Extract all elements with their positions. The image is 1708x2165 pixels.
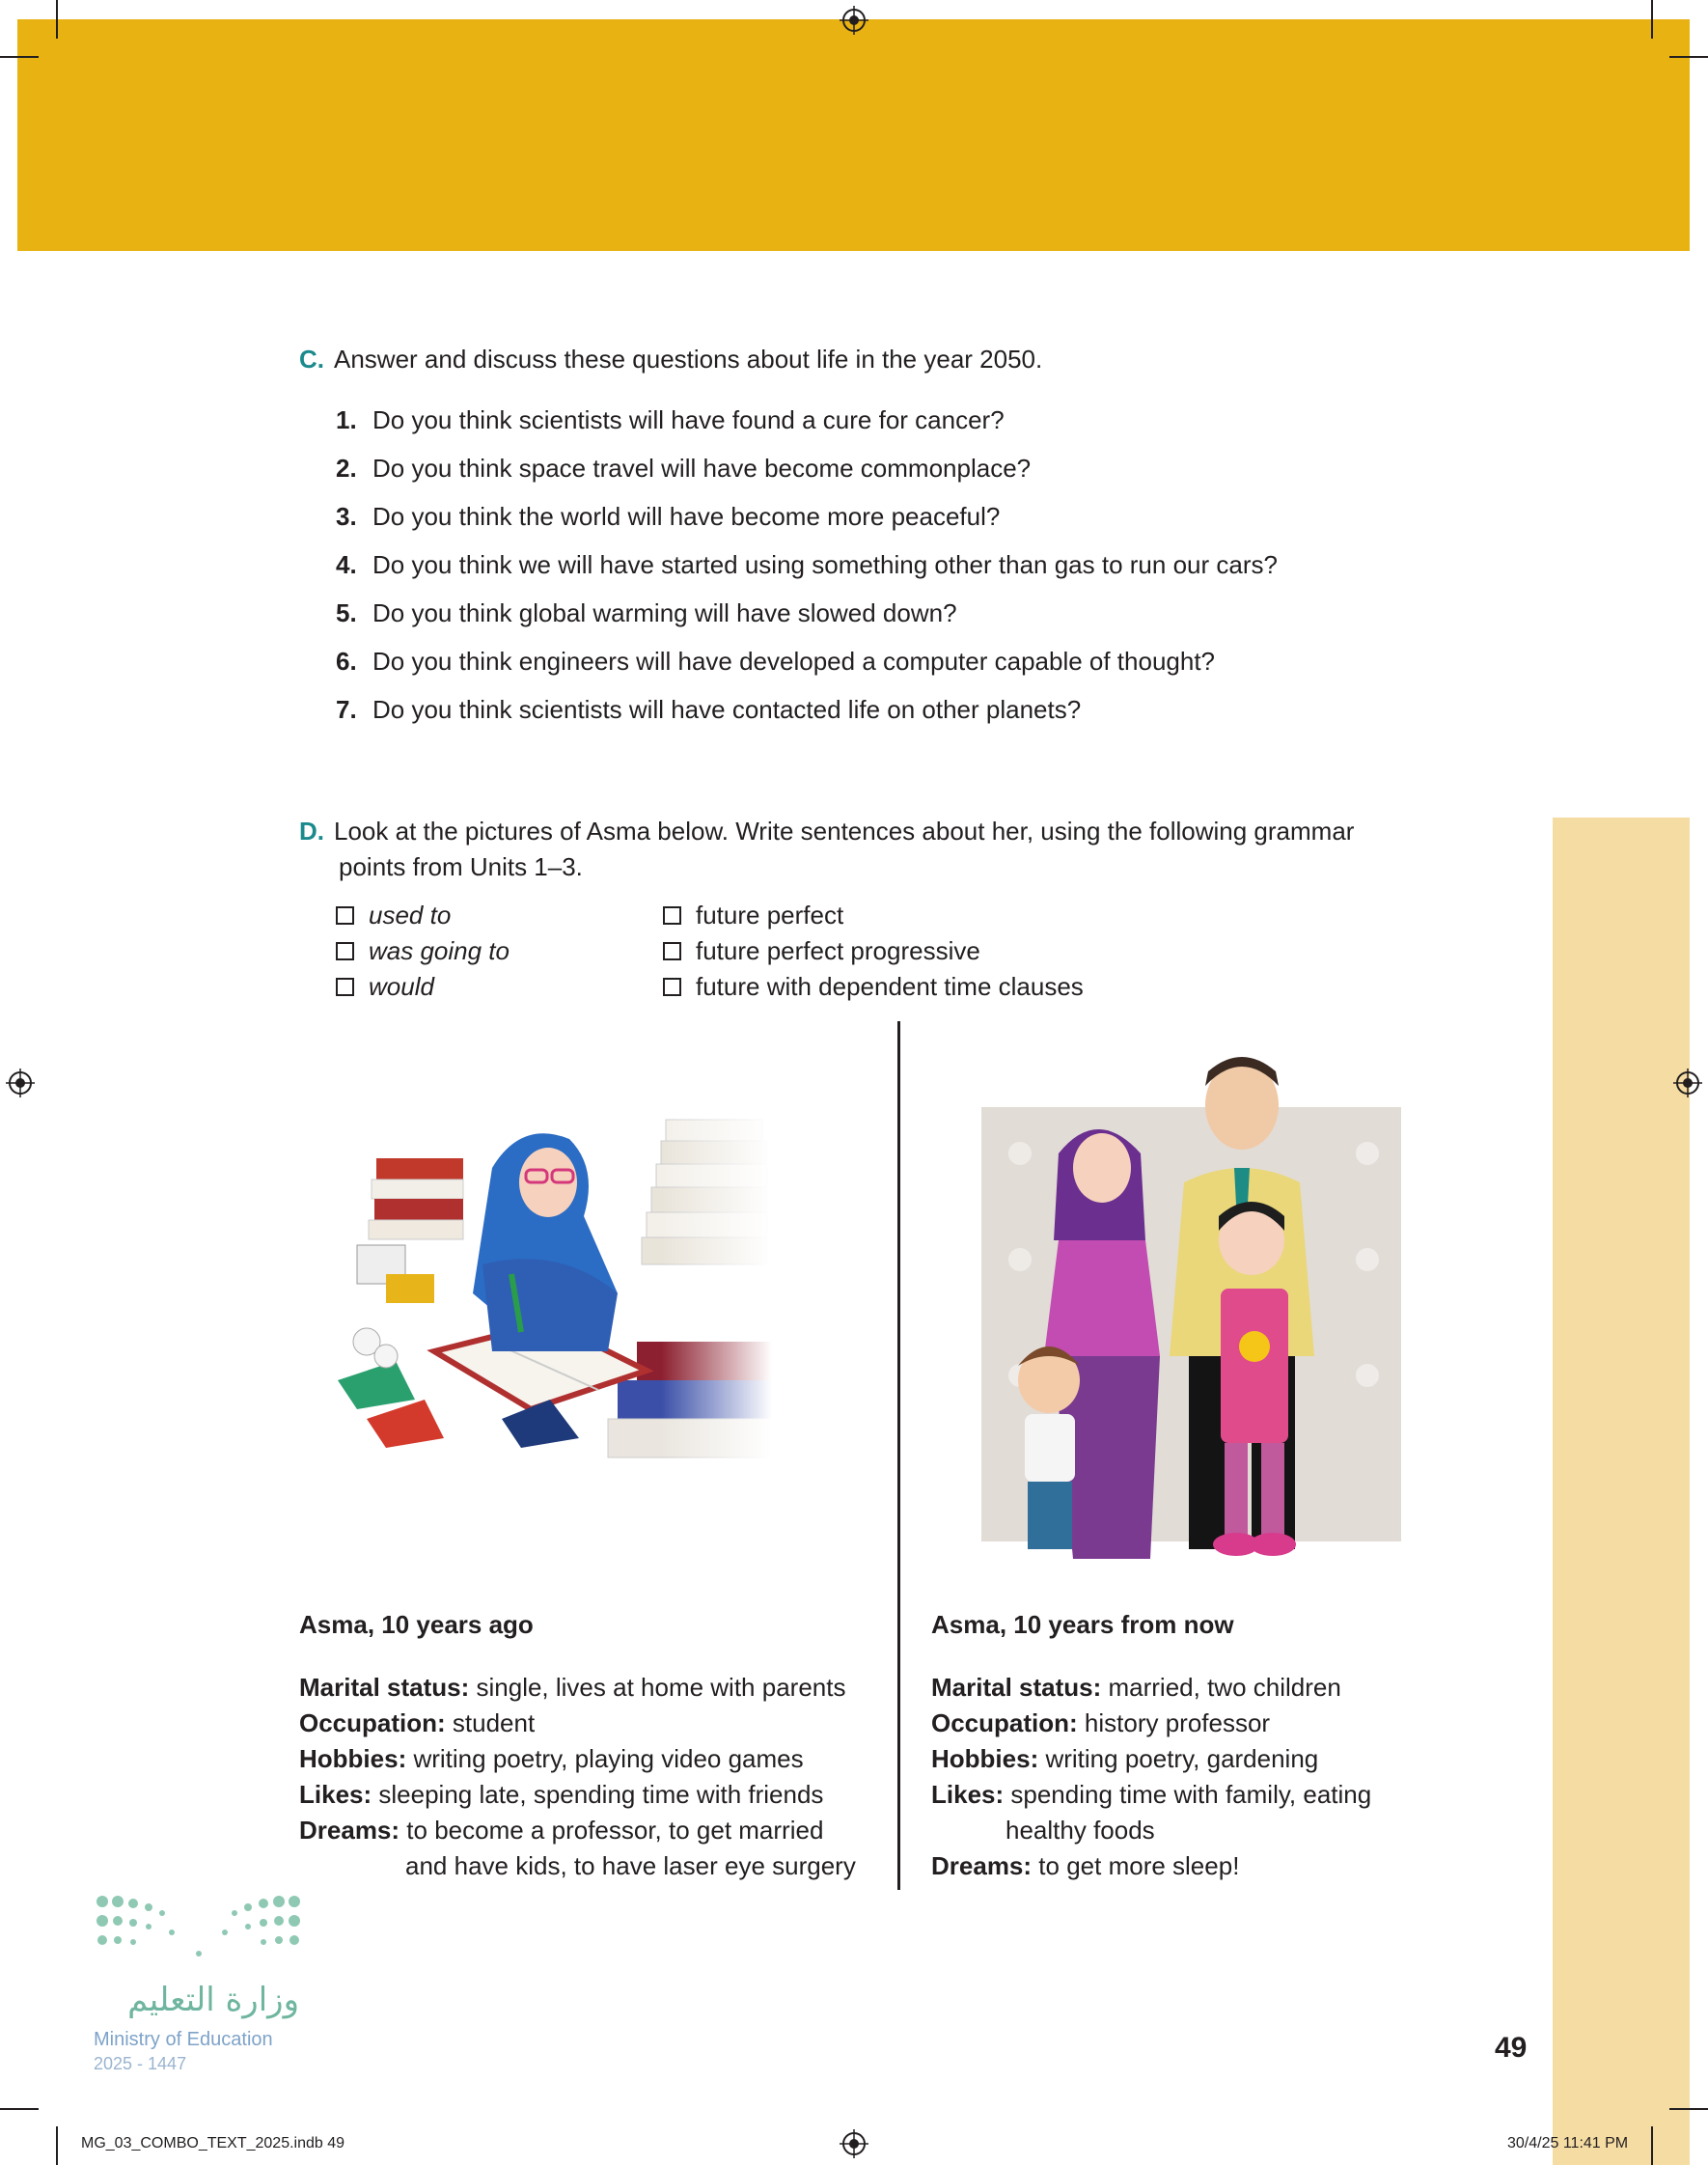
checklist-item[interactable]	[663, 969, 1084, 1005]
field-label: Occupation:	[299, 1708, 446, 1737]
profile-line	[931, 1777, 1510, 1813]
profile-future	[931, 1607, 1510, 1884]
profile-line	[931, 1706, 1510, 1741]
checklist-label: used to	[369, 901, 452, 930]
question-text: Do you think engineers will have developed a computer capable of thought?	[372, 647, 1216, 676]
list-item	[336, 403, 1278, 452]
crop-mark	[1669, 2108, 1708, 2110]
profile-line	[931, 1741, 1510, 1777]
registration-mark-icon	[840, 6, 868, 35]
field-value: writing poetry, playing video games	[413, 1744, 804, 1773]
ministry-logo-arabic: وزارة التعليم	[127, 1981, 299, 2019]
profile-title: Asma, 10 years ago	[299, 1610, 534, 1639]
question-text: Do you think space travel will have become commonplace?	[372, 454, 1032, 483]
field-label: Hobbies:	[931, 1744, 1039, 1773]
section-letter: C.	[299, 345, 324, 374]
profile-line	[931, 1848, 1510, 1884]
crop-mark	[56, 2126, 58, 2165]
field-label: Marital status:	[931, 1673, 1102, 1702]
illustration-asma-student	[328, 1100, 772, 1506]
checkbox[interactable]	[336, 978, 354, 996]
profile-line	[299, 1706, 868, 1741]
field-value: married, two children	[1108, 1673, 1341, 1702]
field-value: writing poetry, gardening	[1045, 1744, 1319, 1773]
section-instruction-cont: points from Units 1–3.	[339, 852, 583, 881]
section-d-heading	[299, 815, 1409, 883]
field-value-cont: healthy foods	[1006, 1816, 1155, 1845]
profile-title: Asma, 10 years from now	[931, 1610, 1234, 1639]
profile-line	[931, 1670, 1510, 1706]
crop-mark	[1651, 0, 1653, 39]
checklist-item[interactable]	[336, 969, 510, 1005]
footer-timestamp: 30/4/25 11:41 PM	[1507, 2135, 1629, 2151]
page-number: 49	[1495, 2032, 1528, 2064]
question-number: 1.	[336, 405, 357, 434]
checklist-item[interactable]	[336, 933, 510, 969]
field-value: history professor	[1084, 1708, 1271, 1737]
field-value: to get more sleep!	[1038, 1851, 1240, 1880]
checkbox[interactable]	[663, 906, 681, 925]
checklist-label: was going to	[369, 936, 510, 965]
profile-line	[299, 1777, 868, 1813]
question-number: 7.	[336, 695, 357, 724]
field-label: Likes:	[299, 1780, 372, 1809]
profile-line	[299, 1741, 868, 1777]
list-item	[336, 548, 1278, 597]
field-value: single, lives at home with parents	[476, 1673, 846, 1702]
crop-mark	[56, 0, 58, 39]
section-instruction: Answer and discuss these questions about life in the year 2050.	[334, 345, 1043, 374]
crop-mark	[0, 2108, 39, 2110]
question-text: Do you think global warming will have slowed down?	[372, 598, 957, 627]
field-value: spending time with family, eating	[1010, 1780, 1372, 1809]
list-item	[336, 693, 1278, 741]
checklist-right	[663, 898, 1084, 1005]
question-text: Do you think the world will have become more peaceful?	[372, 502, 1001, 531]
question-text: Do you think we will have started using something other than gas to run our cars?	[372, 550, 1278, 579]
field-value: to become a professor, to get married	[406, 1816, 824, 1845]
question-number: 6.	[336, 647, 357, 676]
checklist-label: would	[369, 972, 434, 1001]
question-number: 4.	[336, 550, 357, 579]
section-letter: D.	[299, 817, 324, 846]
list-item	[336, 645, 1278, 693]
question-text: Do you think scientists will have contacted life on other planets?	[372, 695, 1082, 724]
profile-line	[299, 1670, 868, 1706]
checklist-item[interactable]	[336, 898, 510, 933]
checklist-item[interactable]	[663, 933, 1084, 969]
checkbox[interactable]	[336, 942, 354, 960]
field-value-cont: and have kids, to have laser eye surgery	[405, 1851, 856, 1880]
checklist-left	[336, 898, 510, 1005]
list-item	[336, 452, 1278, 500]
registration-mark-icon	[6, 1069, 35, 1097]
crop-mark	[0, 56, 39, 58]
ministry-logo-english: Ministry of Education	[94, 2029, 273, 2050]
list-item	[336, 500, 1278, 548]
field-label: Marital status:	[299, 1673, 470, 1702]
crop-mark	[1669, 56, 1708, 58]
question-text: Do you think scientists will have found a cure for cancer?	[372, 405, 1005, 434]
field-label: Hobbies:	[299, 1744, 407, 1773]
question-number: 2.	[336, 454, 357, 483]
ministry-logo-years: 2025 - 1447	[94, 2054, 187, 2073]
illustration-asma-family	[981, 1047, 1401, 1588]
checkbox[interactable]	[663, 978, 681, 996]
field-label: Likes:	[931, 1780, 1005, 1809]
question-number: 5.	[336, 598, 357, 627]
question-list	[336, 403, 1278, 741]
checklist-label: future with dependent time clauses	[696, 972, 1084, 1001]
footer-file: MG_03_COMBO_TEXT_2025.indb 49	[81, 2135, 345, 2151]
side-color-strip	[1553, 818, 1690, 2165]
field-value: sleeping late, spending time with friends	[378, 1780, 824, 1809]
header-banner	[17, 19, 1690, 251]
checklist-label: future perfect progressive	[696, 936, 980, 965]
field-label: Dreams:	[931, 1851, 1033, 1880]
ministry-logo-dots-icon	[95, 1894, 302, 1961]
profile-line	[299, 1813, 868, 1848]
profile-past	[299, 1607, 868, 1884]
section-c-heading	[299, 343, 1042, 375]
field-label: Occupation:	[931, 1708, 1078, 1737]
column-divider	[897, 1021, 900, 1890]
section-instruction: Look at the pictures of Asma below. Write sentences about her, using the following grammar	[334, 817, 1355, 846]
checklist-item[interactable]	[663, 898, 1084, 933]
registration-mark-icon	[840, 2129, 868, 2158]
checklist-label: future perfect	[696, 901, 844, 930]
checkbox[interactable]	[336, 906, 354, 925]
field-label: Dreams:	[299, 1816, 400, 1845]
question-number: 3.	[336, 502, 357, 531]
registration-mark-icon	[1673, 1069, 1702, 1097]
list-item	[336, 597, 1278, 645]
checkbox[interactable]	[663, 942, 681, 960]
field-value: student	[452, 1708, 536, 1737]
crop-mark	[1651, 2126, 1653, 2165]
